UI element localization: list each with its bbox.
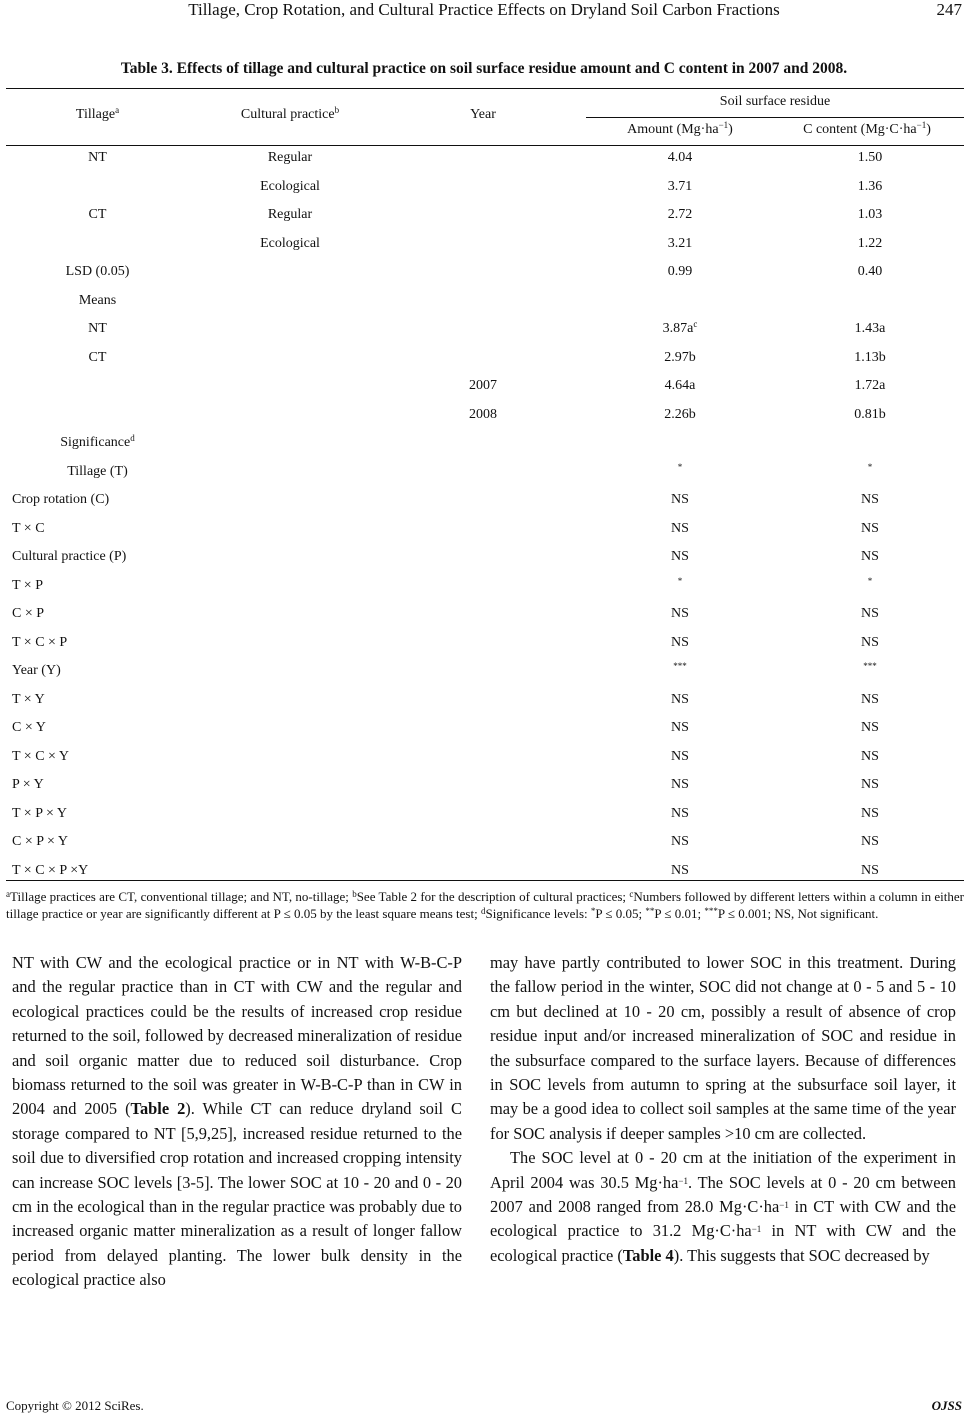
text: in CT with CW and the ecological practice to 31.2 Mg·C·ha [490, 1197, 957, 1241]
cell-amount [600, 264, 760, 280]
table-caption: Table 3. Effects of tillage and cultural practice on soil surface residue amount and C content in 2007 and 2008. [120, 60, 848, 77]
table-row [0, 806, 968, 835]
table-row [0, 321, 968, 350]
cell-c [790, 663, 950, 679]
cell-year [440, 407, 526, 423]
cell-text: Means [78, 292, 117, 308]
sup: −1 [779, 1200, 789, 1211]
cell-text: Year (Y) [12, 663, 61, 678]
cell-c [790, 521, 950, 537]
cell-amount [600, 321, 760, 337]
table-row [0, 777, 968, 806]
cell-label [12, 606, 44, 622]
cell-text: NS [671, 805, 689, 821]
cell-text: Crop rotation (C) [12, 492, 110, 507]
cell-text: LSD (0.05) [65, 264, 130, 279]
footnote-c: Numbers followed by different letters within a column in either tillage practice or year are significantly different at P ≤ 0.05 by the least square means test; [6, 889, 965, 921]
text: in NT with CW and the ecological practice ( [490, 1221, 957, 1265]
cell-text: NS [671, 549, 689, 564]
cell-text: NS [671, 720, 689, 735]
cell-amount [600, 806, 760, 822]
sup: *** [704, 906, 718, 916]
cell-amount [600, 720, 760, 736]
cell-text: 0.81b [854, 406, 886, 422]
table-footnotes [6, 888, 964, 922]
body-column-right [490, 951, 956, 1268]
header-c-content [772, 122, 962, 138]
cell-c [790, 407, 950, 423]
header-c-text: C content (Mg·C·ha [803, 122, 917, 137]
table-row [0, 264, 968, 293]
cell-text: NS [671, 748, 689, 764]
cell-amount [600, 150, 760, 166]
table-row [0, 435, 968, 464]
footnote-d: Significance levels: [485, 906, 591, 921]
cell-superscript: *** [863, 661, 877, 671]
table-row [0, 236, 968, 265]
cell-text: 0.40 [857, 264, 883, 279]
header-amount-text: Amount (Mg·ha [627, 122, 719, 137]
cell-superscript: c [693, 319, 698, 329]
cell-amount [600, 692, 760, 708]
cell-text: P × Y [12, 777, 44, 792]
cell-label [12, 834, 68, 850]
cell-text: 2008 [469, 406, 497, 422]
cell-text: NS [861, 748, 879, 764]
cell-practice [220, 150, 360, 166]
cell-label [12, 692, 45, 708]
cell-text: 4.04 [667, 150, 693, 165]
cell-c [790, 749, 950, 765]
cell-text: 2.97b [664, 349, 696, 365]
header-amount [590, 122, 770, 138]
text: ). This suggests that SOC decreased by [673, 1245, 930, 1265]
cell-c [790, 606, 950, 622]
cell-label [12, 521, 45, 537]
cell-text: T × C × P [12, 634, 68, 650]
cell-amount [600, 350, 760, 366]
header-practice-text: Cultural practice [240, 107, 335, 122]
cell-text: 1.36 [857, 178, 883, 194]
cell-text: T × Y [12, 691, 45, 707]
table-top-rule [6, 88, 964, 89]
text: . The SOC levels at 0 - 20 cm between 2007 and 2008 ranged from 28.0 Mg·C·ha [490, 1172, 956, 1217]
cell-superscript: * [677, 461, 683, 472]
table-row [0, 492, 968, 521]
cell-text: C × P × Y [12, 834, 68, 849]
cell-amount [600, 863, 760, 879]
cell-amount [600, 606, 760, 622]
cell-c [790, 575, 950, 594]
cell-amount [600, 407, 760, 423]
cell-text: Ecological [260, 235, 320, 251]
cell-year [440, 378, 526, 394]
cell-text: Regular [267, 150, 313, 165]
cell-c [790, 806, 950, 822]
cell-text: NT [88, 321, 107, 336]
table-row [0, 692, 968, 721]
table-row [0, 179, 968, 208]
cell-text: NS [861, 805, 879, 821]
cell-tillage [40, 464, 155, 480]
copyright: Copyright © 2012 SciRes. [6, 1398, 144, 1413]
header-tillage [40, 107, 155, 123]
table-row [0, 407, 968, 436]
cell-amount [600, 521, 760, 537]
cell-amount [600, 749, 760, 765]
cell-text: C × P [12, 606, 45, 621]
header-bottom-rule [6, 145, 964, 146]
cell-tillage [40, 207, 155, 223]
cell-c [790, 236, 950, 252]
cell-amount [600, 378, 760, 394]
text: The SOC level at 0 - 20 cm at the initiation of the experiment in April 2004 was 30.5 Mg·ha [490, 1148, 956, 1192]
cell-superscript: d [130, 433, 135, 443]
cell-text: 0.99 [667, 264, 693, 279]
table-row [0, 461, 968, 493]
sup: b [352, 889, 357, 899]
cell-text: Cultural practice (P) [12, 549, 127, 564]
cell-text: 4.64a [664, 378, 696, 393]
table-row [0, 575, 968, 607]
footnote-b: See Table 2 for the description of cultural practices; [356, 889, 630, 904]
sup: −1 [678, 1175, 688, 1186]
cell-text: 1.43a [854, 321, 886, 336]
cell-label [12, 492, 109, 508]
sig-level-3: P ≤ 0.001; NS, Not significant. [717, 906, 879, 921]
cell-amount [600, 663, 760, 679]
cell-tillage [40, 264, 155, 280]
sup: −1 [751, 1224, 762, 1235]
cell-c [790, 777, 950, 793]
sup: d [480, 906, 486, 916]
journal-name: OJSS [931, 1398, 962, 1413]
cell-text: NS [861, 720, 879, 735]
sig-level-2: P ≤ 0.01; [654, 906, 705, 921]
table-row [0, 863, 968, 892]
cell-c [790, 350, 950, 366]
table-row [0, 293, 968, 322]
cell-text: NS [861, 520, 879, 536]
cell-tillage [40, 435, 155, 451]
cell-c [790, 378, 950, 394]
cell-c [790, 150, 950, 166]
cell-text: NT [88, 150, 107, 165]
sup: a [6, 889, 10, 899]
cell-text: 1.72a [854, 378, 886, 393]
cell-text: NS [861, 691, 879, 707]
cell-text: T × C × Y [12, 748, 70, 764]
cell-superscript: * [867, 575, 873, 586]
cell-text: Ecological [260, 178, 320, 194]
cell-c [790, 207, 950, 223]
cell-label [12, 863, 88, 879]
cell-text: NS [671, 691, 689, 707]
header-tillage-text: Tillage [75, 107, 116, 122]
cell-label [12, 578, 43, 594]
cell-text: CT [88, 207, 107, 222]
cell-text: NS [671, 834, 689, 849]
cell-text: NS [861, 606, 879, 621]
cell-text: T × C × P ×Y [12, 862, 89, 878]
cell-text: 1.50 [857, 150, 883, 165]
table-row [0, 834, 968, 863]
paren: ) [728, 122, 733, 137]
page-number: 247 [936, 0, 962, 19]
cell-amount [600, 207, 760, 223]
cell-label [12, 720, 46, 736]
paren: ) [926, 122, 931, 137]
cell-text: 3.21 [667, 235, 693, 251]
cell-c [790, 492, 950, 508]
cell-label [12, 777, 44, 793]
cell-text: NS [671, 777, 689, 792]
cell-text: NS [671, 492, 689, 507]
cell-text: Regular [267, 207, 313, 222]
table-row [0, 350, 968, 379]
running-head [0, 0, 968, 24]
table-reference: Table 2 [130, 1099, 186, 1119]
cell-amount [600, 834, 760, 850]
cell-amount [600, 236, 760, 252]
table-row [0, 549, 968, 578]
cell-text: NS [671, 606, 689, 621]
cell-text: NS [861, 549, 879, 564]
cell-c [790, 834, 950, 850]
sup: * [590, 906, 596, 916]
cell-c [790, 264, 950, 280]
cell-tillage [40, 293, 155, 309]
cell-text: Significance [60, 435, 131, 450]
sup: c [629, 889, 634, 899]
table-row [0, 635, 968, 664]
cell-text: 1.22 [857, 235, 883, 251]
group-rule [586, 117, 964, 118]
cell-c [790, 179, 950, 195]
cell-text: NS [671, 634, 689, 650]
cell-c [790, 461, 950, 480]
cell-amount [600, 492, 760, 508]
cell-tillage [40, 150, 155, 166]
cell-c [790, 549, 950, 565]
table-row [0, 207, 968, 236]
cell-text: C × Y [12, 720, 46, 735]
table-row [0, 663, 968, 692]
cell-amount [600, 575, 760, 594]
cell-label [12, 749, 69, 765]
table-row [0, 606, 968, 635]
table-row [0, 749, 968, 778]
cell-amount [600, 179, 760, 195]
cell-c [790, 692, 950, 708]
cell-amount [600, 777, 760, 793]
cell-text: CT [88, 349, 107, 365]
cell-amount [600, 461, 760, 480]
sig-level-1: P ≤ 0.05; [595, 906, 646, 921]
cell-amount [600, 635, 760, 651]
cell-superscript: * [867, 461, 873, 472]
cell-text: T × C [12, 520, 45, 536]
header-soil-surface-residue: Soil surface residue [719, 94, 831, 109]
header-year: Year [470, 107, 496, 122]
text: ). While CT can reduce dryland soil C storage compared to NT [5,9,25], increased residue returned to the soil due to diversified crop rotation and increased cropping intensity can increase SOC levels [3-5]. The lower SOC at 10 - 20 and 0 - 20 cm in the ecological than in the regular practice was probably due to increased organic matter mineralization as a result of longer fallow period from delayed planting. The lower bulk density in the ecological practice also [12, 1099, 462, 1290]
cell-text: NS [861, 492, 879, 507]
cell-text: 2.26b [664, 406, 696, 422]
cell-label [12, 663, 61, 679]
cell-text: NS [861, 634, 879, 650]
cell-text: 3.87a [662, 321, 694, 336]
text: NT with CW and the ecological practice or in NT with W-B-C-P and the regular practice than in CT with CW and the regular and ecological practices could be the results of increased crop residue returned to the soil, followed by decreased mineralization of residue and soil organic matter due to reduced soil disturbance. Crop biomass returned to the soil was greater in W-B-C-P than in CW in 2004 and 2005 ( [12, 953, 462, 1119]
table-row [0, 720, 968, 749]
sup: ** [645, 906, 655, 916]
sup: −1 [718, 120, 729, 130]
running-title: Tillage, Crop Rotation, and Cultural Practice Effects on Dryland Soil Carbon Fractions [188, 0, 780, 19]
cell-text: T × P × Y [12, 805, 67, 821]
cell-tillage [40, 321, 155, 337]
cell-label [12, 635, 67, 651]
cell-practice [220, 207, 360, 223]
cell-text: Tillage (T) [67, 463, 128, 479]
cell-superscript: * [677, 575, 683, 586]
table-row [0, 378, 968, 407]
cell-text: NS [671, 862, 689, 878]
footnote-a: Tillage practices are CT, conventional tillage; and NT, no-tillage; [10, 889, 353, 904]
cell-text: 2.72 [667, 207, 693, 222]
cell-tillage [40, 350, 155, 366]
cell-text: 1.03 [857, 207, 883, 222]
cell-label [12, 549, 126, 565]
cell-text: T × P [12, 577, 43, 593]
cell-text: 3.71 [667, 178, 693, 194]
cell-c [790, 635, 950, 651]
cell-text: NS [861, 862, 879, 878]
cell-c [790, 720, 950, 736]
cell-text: 1.13b [854, 349, 886, 365]
table-reference: Table 4 [622, 1245, 674, 1265]
paragraph: may have partly contributed to lower SOC in this treatment. During the fallow period in the winter, SOC did not change at 0 - 5 and 5 - 10 cm but declined at 10 - 20 cm, possibly a result of absence of crop residue input and/or increased mineralization of SOC and residue in the subsurface compared to the surface layers. Because of differences in SOC levels from autumn to spring at the subsurface soil layer, it may be a good idea to collect soil samples at the same time of the year for SOC analysis if deeper samples >10 cm are collected. [490, 953, 956, 1143]
table-row [0, 521, 968, 550]
sup: a [115, 105, 120, 115]
cell-text: NS [671, 520, 689, 536]
cell-amount [600, 549, 760, 565]
sup: −1 [916, 120, 927, 130]
table-bottom-rule [6, 880, 964, 881]
paragraph [490, 1146, 956, 1268]
cell-c [790, 863, 950, 879]
cell-text: NS [861, 834, 879, 849]
cell-label [12, 806, 67, 822]
cell-superscript: *** [673, 661, 687, 671]
paragraph [12, 951, 462, 1293]
cell-c [790, 321, 950, 337]
body-column-left [12, 951, 462, 1293]
cell-text: 2007 [469, 378, 497, 393]
cell-practice [220, 236, 360, 252]
cell-text: NS [861, 777, 879, 792]
cell-practice [220, 179, 360, 195]
header-cultural-practice [220, 107, 360, 123]
table-row [0, 150, 968, 179]
sup: b [334, 105, 340, 115]
